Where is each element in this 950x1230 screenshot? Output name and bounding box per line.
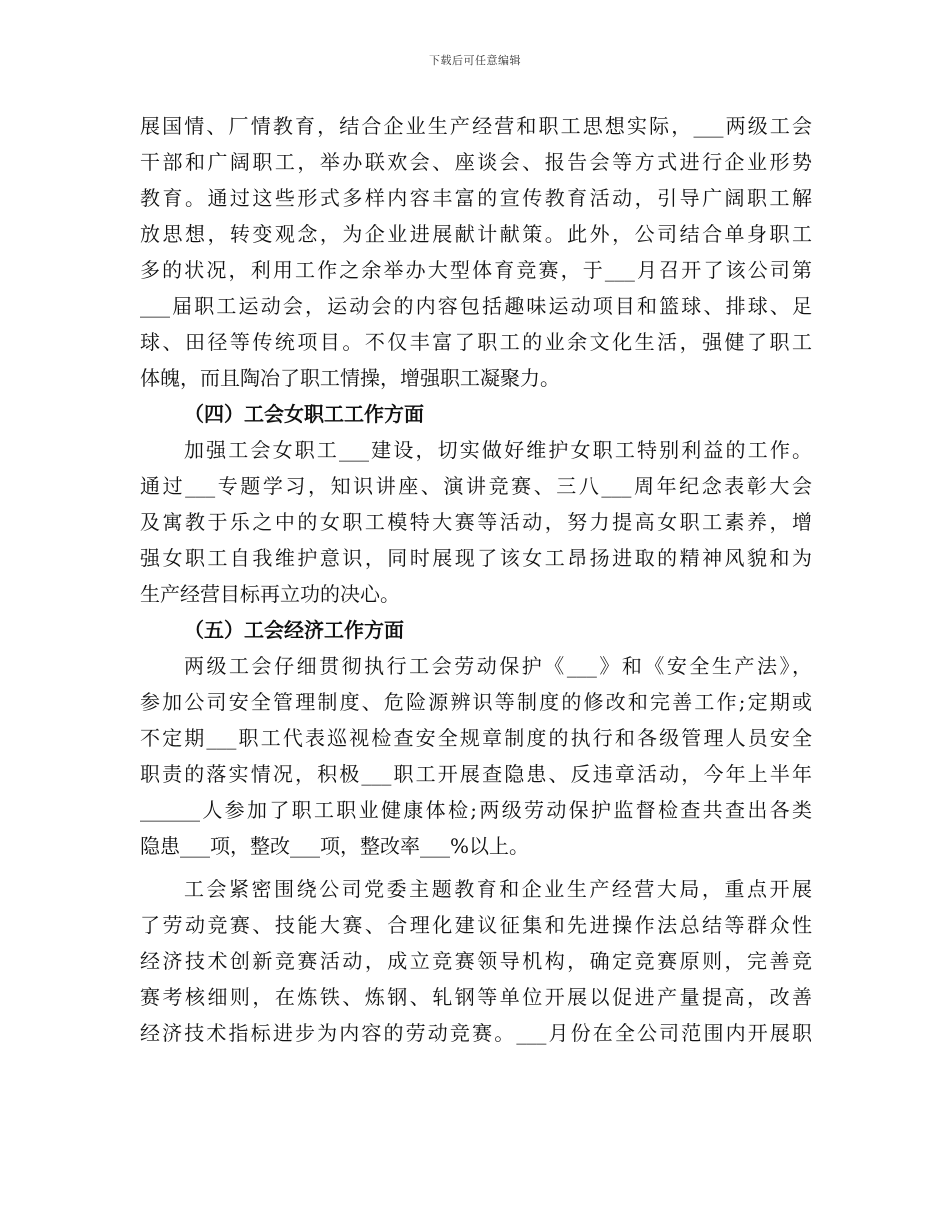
document-body	[140, 108, 812, 1051]
text-line: 职责的落实情况，积极___职工开展查隐患、反违章活动，今年上半年	[140, 762, 812, 786]
text-line: 展国情、厂情教育，结合企业生产经营和职工思想实际，___两级工会	[140, 114, 812, 138]
text-line: 不定期___职工代表巡视检查安全规章制度的执行和各级管理人员安全	[140, 726, 812, 750]
section-heading-5: （五）工会经济工作方面	[184, 618, 404, 642]
text-line: 经济技术指标进步为内容的劳动竞赛。___月份在全公司范围内开展职	[140, 1021, 812, 1045]
text-line: ___届职工运动会，运动会的内容包括趣味运动项目和篮球、排球、足	[140, 294, 812, 318]
text-line: 参加公司安全管理制度、危险源辨识等制度的修改和完善工作;定期或	[140, 690, 812, 714]
page-header: 下载后可任意编辑	[429, 54, 521, 67]
text-line: 强女职工自我维护意识，同时展现了该女工昂扬进取的精神风貌和为	[140, 546, 812, 570]
text-line: 放思想，转变观念，为企业进展献计献策。此外，公司结合单身职工	[140, 222, 812, 246]
text-line: 体魄，而且陶冶了职工情操，增强职工凝聚力。	[140, 366, 560, 390]
text-line: 两级工会仔细贯彻执行工会劳动保护《___》和《安全生产法》，	[184, 654, 812, 678]
text-line: 多的状况，利用工作之余举办大型体育竞赛，于___月召开了该公司第	[140, 258, 812, 282]
text-line: 生产经营目标再立功的决心。	[140, 582, 400, 606]
section-heading-4: （四）工会女职工工作方面	[184, 402, 424, 426]
text-line: 加强工会女职工___建设，切实做好维护女职工特别利益的工作。	[184, 438, 812, 462]
text-line: 干部和广阔职工，举办联欢会、座谈会、报告会等方式进行企业形势	[140, 150, 812, 174]
text-line: 教育。通过这些形式多样内容丰富的宣传教育活动，引导广阔职工解	[140, 186, 812, 210]
text-line: 了劳动竞赛、技能大赛、合理化建议征集和先进操作法总结等群众性	[140, 913, 812, 937]
text-line: 经济技术创新竞赛活动，成立竞赛领导机构，确定竞赛原则，完善竞	[140, 949, 812, 973]
text-line: 工会紧密围绕公司党委主题教育和企业生产经营大局，重点开展	[184, 877, 812, 901]
paragraph-gap	[140, 864, 812, 871]
text-line: 赛考核细则，在炼铁、炼钢、轧钢等单位开展以促进产量提高，改善	[140, 985, 812, 1009]
paragraph-4	[140, 871, 812, 1051]
text-line: 球、田径等传统项目。不仅丰富了职工的业余文化生活，强健了职工	[140, 330, 812, 354]
paragraph-2	[140, 432, 812, 612]
text-line: ______人参加了职工职业健康体检;两级劳动保护监督检查共查出各类	[140, 798, 812, 822]
text-line: 及寓教于乐之中的女职工模特大赛等活动，努力提高女职工素养，增	[140, 510, 812, 534]
paragraph-3	[140, 648, 812, 864]
paragraph-1	[140, 108, 812, 396]
text-line: 通过___专题学习，知识讲座、演讲竞赛、三八___周年纪念表彰大会	[140, 474, 812, 498]
text-line: 隐患___项，整改___项，整改率___%以上。	[140, 834, 530, 858]
